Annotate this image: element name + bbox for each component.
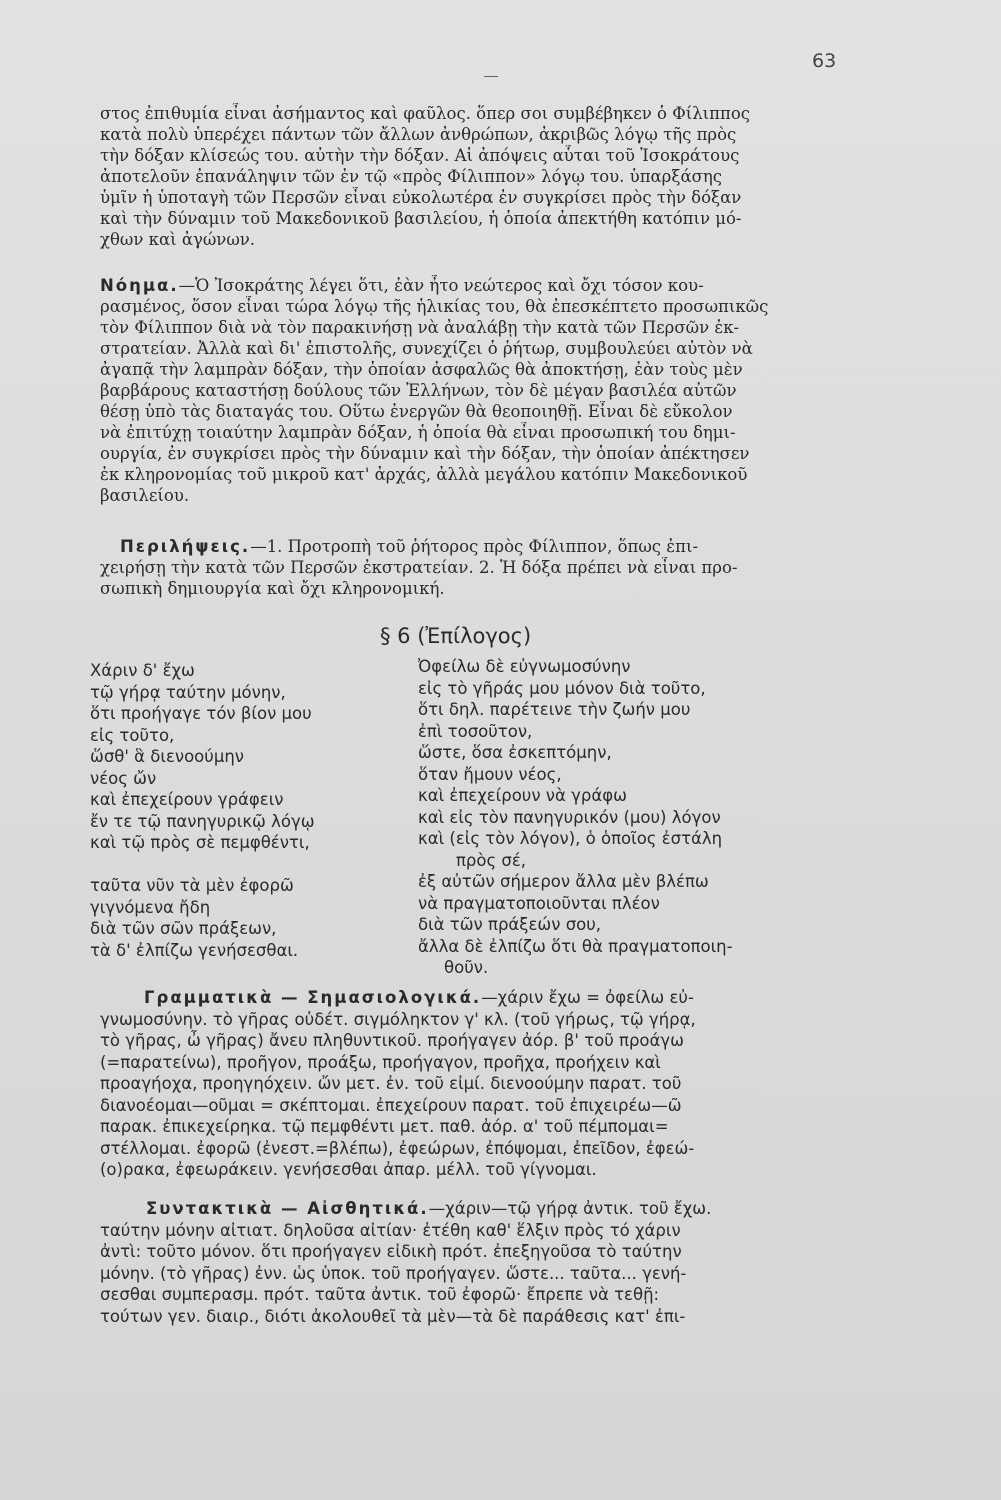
translation-line: διὰ τῶν πράξεών σου, (418, 915, 602, 934)
text-line: σεσθαι συμπερασμ. πρότ. ταῦτα ἀντικ. τοῦ ἐφορῶ· ἔπρεπε νὰ τεθῇ: (100, 1285, 660, 1304)
syntaktika-paragraph (100, 1198, 890, 1327)
page-number: 63 (812, 50, 837, 72)
original-line: εἰς τοῦτο, (90, 725, 175, 745)
text-line: —χάριν ἔχω = ὀφείλω εὐ- (481, 988, 694, 1007)
translation-line: καὶ ἐπεχείρουν νὰ γράφω (418, 786, 627, 805)
text-line: ἀγαπᾷ τὴν λαμπρὰν δόξαν, τὴν ὁποίαν ἀσφαλῶς θὰ ἀποκτήσῃ, ἐὰν τοὺς μὲν (100, 360, 743, 379)
text-line: (=παρατείνω), προῆγον, προάξω, προήγαγον, προῆχα, προήχειν καὶ (100, 1052, 661, 1072)
text-line: νὰ ἐπιτύχῃ τοιαύτην λαμπρὰν δόξαν, ἡ ὁποία θὰ εἶναι προσωπική του δημι- (100, 423, 736, 442)
translation-line: πρὸς σέ, (456, 850, 527, 870)
original-text-column (90, 660, 390, 961)
text-line: βασιλείου. (100, 486, 190, 505)
translation-line: ἐπὶ τοσοῦτον, (418, 721, 533, 741)
text-line: τὴν δόξαν κλίσεώς του. αὐτὴν τὴν δόξαν. Αἱ ἀπόψεις αὗται τοῦ Ἰσοκράτους (100, 146, 740, 165)
original-line: καὶ ἐπεχείρουν γράφειν (90, 790, 284, 809)
text-line: κατὰ πολὺ ὑπερέχει πάντων τῶν ἄλλων ἀνθρώπων, ἀκριβῶς λόγῳ τῆς πρὸς (100, 125, 737, 144)
text-line: ἐκ κληρονομίας τοῦ μικροῦ κατ' ἀρχάς, ἀλλὰ μεγάλου κατόπιν Μακεδονικοῦ (100, 465, 748, 484)
text-line: παρακ. ἐπικεχείρηκα. τῷ πεμφθέντι μετ. παθ. ἀόρ. α' τοῦ πέμπομαι= (100, 1117, 669, 1136)
translation-line: ἐξ αὐτῶν σήμερον ἄλλα μὲν βλέπω (418, 872, 709, 891)
original-line: διὰ τῶν σῶν πράξεων, (90, 919, 277, 938)
noema-paragraph (100, 275, 890, 506)
text-line: ουργία, ἐν συγκρίσει πρὸς τὴν δύναμιν καὶ τὴν δόξαν, τὴν ὁποίαν ἀπέκτησεν (100, 444, 750, 463)
text-line: βαρβάρους καταστήσῃ δούλους τῶν Ἑλλήνων, τὸν δὲ μέγαν βασιλέα αὐτῶν (100, 381, 737, 400)
translation-line: νὰ πραγματοποιοῦνται πλέον (418, 893, 660, 913)
perilipseis-paragraph (100, 536, 890, 599)
original-line: τὰ δ' ἐλπίζω γενήσεσθαι. (90, 940, 299, 960)
text-line: ὑμῖν ἡ ὑποταγὴ τῶν Περσῶν εἶναι εὐκολωτέρα ἐν συγκρίσει πρὸς τὴν δόξαν (100, 188, 742, 207)
text-line: χθων καὶ ἀγώνων. (100, 230, 256, 249)
text-line: σωπικὴ δημιουργία καὶ ὄχι κληρονομική. (100, 579, 445, 598)
original-line: ἔν τε τῷ πανηγυρικῷ λόγῳ (90, 811, 315, 831)
original-line: καὶ τῷ πρὸς σὲ πεμφθέντι, (90, 833, 310, 852)
translation-line: ὥστε, ὅσα ἐσκεπτόμην, (418, 743, 612, 762)
text-line: ἀντὶ: τοῦτο μόνον. ὅτι προήγαγεν εἰδικὴ πρότ. ἐπεξηγοῦσα τὸ ταύτην (100, 1242, 682, 1261)
text-line: μόνην. (τὸ γῆρας) ἐνν. ὡς ὑποκ. τοῦ προήγαγεν. ὥστε... ταῦτα... γενή- (100, 1263, 687, 1283)
translation-line: θοῦν. (444, 958, 489, 977)
translation-column (418, 656, 898, 979)
text-line: χειρήσῃ τὴν κατὰ τῶν Περσῶν ἐκστρατείαν. 2. Ἡ δόξα πρέπει νὰ εἶναι προ- (100, 558, 738, 577)
text-line: ρασμένος, ὅσον εἶναι τώρα λόγῳ τῆς ἡλικίας του, θὰ ἐπεσκέπτετο προσωπικῶς (100, 297, 769, 316)
original-line (90, 854, 390, 876)
original-line: νέος ὤν (90, 768, 157, 788)
noema-heading: Νόημα. (100, 276, 179, 295)
translation-line: καὶ (εἰς τὸν λόγον), ὁ ὁποῖος ἐστάλη (418, 829, 723, 848)
translation-line: Ὀφείλω δὲ εὐγνωμοσύνην (418, 657, 631, 676)
perilipseis-heading: Περιλήψεις. (120, 537, 251, 556)
text-line: ταύτην μόνην αἰτιατ. δηλοῦσα αἰτίαν· ἐτέθη καθ' ἕλξιν πρὸς τό χάριν (100, 1220, 681, 1240)
text-line: στος ἐπιθυμία εἶναι ἀσήμαντος καὶ φαῦλος. ὅπερ σοι συμβέβηκεν ὁ Φίλιππος (100, 104, 750, 123)
grammatika-paragraph (100, 987, 890, 1181)
translation-line: ἄλλα δὲ ἐλπίζω ὅτι θὰ πραγματοποιη- (418, 936, 733, 956)
text-line: διανοέομαι—οῦμαι = σκέπτομαι. ἐπεχείρουν παρατ. τοῦ ἐπιχειρέω—ῶ (100, 1095, 682, 1115)
translation-line: καὶ εἰς τὸν πανηγυρικόν (μου) λόγον (418, 807, 721, 827)
text-line: τὸ γῆρας, ὦ γῆρας) ἄνευ πληθυντικοῦ. προήγαγεν ἀόρ. β' τοῦ προάγω (100, 1031, 684, 1050)
text-line: τούτων γεν. διαιρ., διότι ἀκολουθεῖ τὰ μὲν—τὰ δὲ παράθεσις κατ' ἐπι- (100, 1306, 686, 1326)
text-line: ἀποτελοῦν ἐπανάληψιν τῶν ἐν τῷ «πρὸς Φίλιππον» λόγῳ του. ὑπαρξάσης (100, 167, 722, 186)
text-line: τὸν Φίλιππον διὰ νὰ τὸν παρακινήσῃ νὰ ἀναλάβῃ τὴν κατὰ τῶν Περσῶν ἐκ- (100, 318, 740, 337)
text-line: προαγήοχα, προηγηόχειν. ὤν μετ. ἐν. τοῦ εἰμί. διενοούμην παρατ. τοῦ (100, 1074, 682, 1093)
text-line: θέσῃ ὑπὸ τὰς διαταγάς του. Οὕτω ἐνεργῶν θὰ θεοποιηθῇ. Εἶναι δὲ εὔκολον (100, 402, 733, 421)
original-line: ὅτι προήγαγε τόν βίον μου (90, 704, 312, 723)
translation-line: ὅτι δηλ. παρέτεινε τὴν ζωήν μου (418, 700, 691, 719)
syntaktika-heading: Συντακτικὰ — Αἰσθητικά. (146, 1199, 429, 1218)
translation-line: ὅταν ἤμουν νέος, (418, 764, 562, 784)
original-line: ταῦτα νῦν τὰ μὲν ἐφορῶ (90, 876, 294, 895)
text-line: καὶ τὴν δύναμιν τοῦ Μακεδονικοῦ βασιλείου, ἡ ὁποία ἀπεκτήθη κατόπιν μό- (100, 209, 742, 228)
text-line: —χάριν—τῷ γήρᾳ ἀντικ. τοῦ ἔχω. (428, 1199, 712, 1218)
text-line: στέλλομαι. ἐφορῶ (ἐνεστ.=βλέπω), ἐφεώρων, ἐπόψομαι, ἐπεῖδον, ἐφεώ- (100, 1138, 695, 1158)
section-title: § 6 (Ἐπίλογος) (380, 624, 532, 648)
original-line: Χάριν δ' ἔχω (90, 661, 195, 680)
text-line: στρατείαν. Ἀλλὰ καὶ δι' ἐπιστολῆς, συνεχίζει ὁ ῥήτωρ, συμβουλεύει αὐτὸν νὰ (100, 339, 753, 358)
translation-line: εἰς τὸ γῆράς μου μόνον διὰ τοῦτο, (418, 678, 706, 698)
original-line: ὥσθ' ἃ διενοούμην (90, 747, 244, 766)
text-line: γνωμοσύνην. τὸ γῆρας οὐδέτ. σιγμόληκτον γ' κλ. (τοῦ γήρως, τῷ γήρᾳ, (100, 1009, 696, 1029)
intro-paragraph (100, 103, 890, 250)
text-line: (ο)ρακα, ἐφεωράκειν. γενήσεσθαι ἀπαρ. μέλλ. τοῦ γίγνομαι. (100, 1160, 597, 1179)
text-line: —Ὁ Ἰσοκράτης λέγει ὅτι, ἐὰν ἦτο νεώτερος καὶ ὄχι τόσον κου- (178, 276, 704, 295)
header-mark (484, 76, 498, 77)
text-line: —1. Προτροπὴ τοῦ ῥήτορος πρὸς Φίλιππον, ὅπως ἐπι- (250, 537, 699, 556)
original-line: γιγνόμενα ἤδη (90, 897, 211, 917)
grammatika-heading: Γραμματικὰ — Σημασιολογικά. (144, 988, 482, 1007)
original-line: τῷ γήρᾳ ταύτην μόνην, (90, 682, 286, 702)
